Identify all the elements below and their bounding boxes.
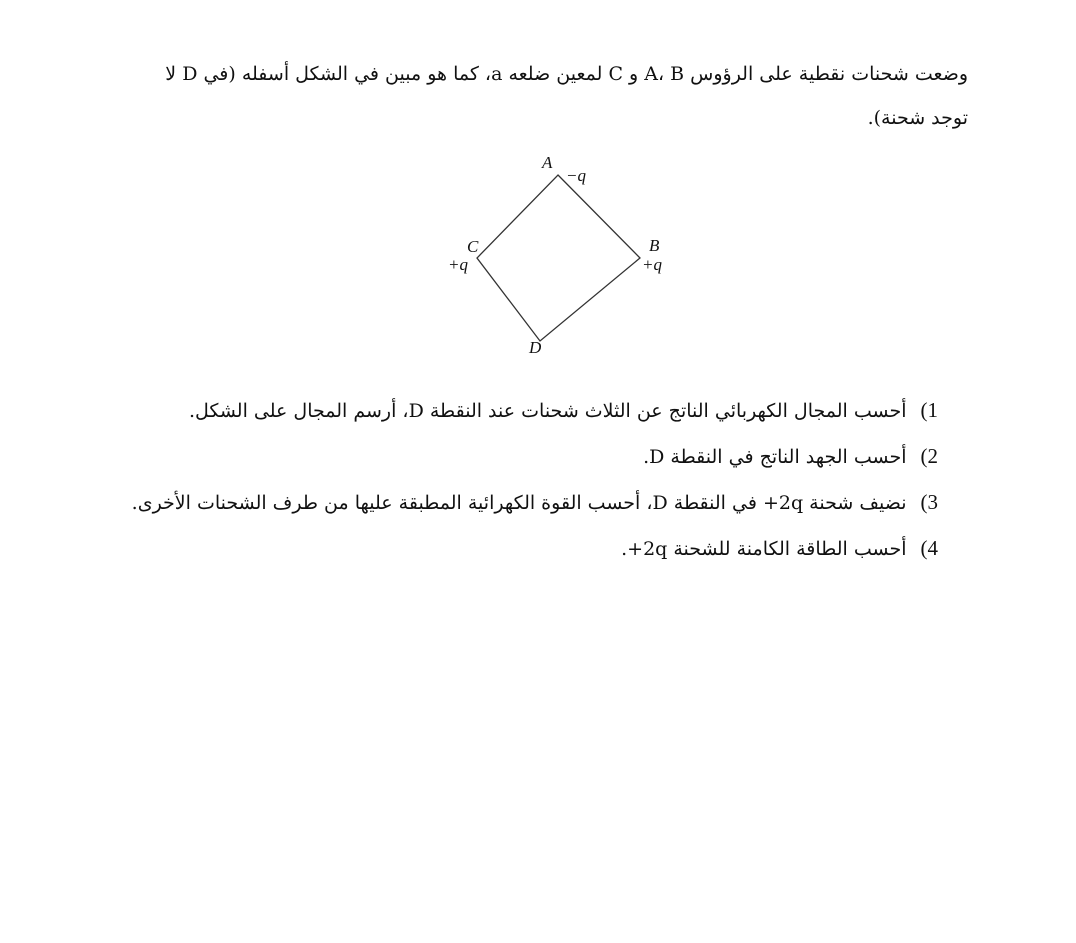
question-text: أحسب المجال الكهربائي الناتج عن الثلاث شحنات عند النقطة D، أرسم المجال على الشكل. [188,400,907,422]
question-text: أحسب الطاقة الكامنة للشحنة 2q+. [621,538,907,560]
question-list [110,390,938,574]
question-number: 3) [920,490,938,514]
question-text: نضيف شحنة 2q+ في النقطة D، أحسب القوة الكهرائية المطبقة عليها من طرف الشحنات الأخرى. [131,492,907,514]
question-item [110,436,938,482]
problem-statement-line-1: وضعت شحنات نقطية على الرؤوس A، B و C لمعين ضلعه a، كما هو مبين في الشكل أسفله (في D لا [165,63,968,85]
vertex-a-charge: −q [566,166,586,185]
vertex-b-label: B [649,236,660,255]
vertex-d-label: D [529,338,542,357]
rhombus-figure [430,148,680,363]
vertex-a-label: A [542,153,553,172]
question-number: 1) [920,398,938,422]
question-item [110,482,938,528]
problem-statement [110,52,968,140]
rhombus-diagram [430,148,680,363]
vertex-b-charge: +q [642,255,662,274]
question-text: أحسب الجهد الناتج في النقطة D. [643,446,907,468]
rhombus-outline [477,175,640,341]
question-number: 2) [920,444,938,468]
question-number: 4) [920,536,938,560]
vertex-c-charge: +q [448,255,468,274]
vertex-c-label: C [467,237,479,256]
question-item [110,390,938,436]
problem-statement-line-2: توجد شحنة). [867,107,968,129]
question-item [110,528,938,574]
